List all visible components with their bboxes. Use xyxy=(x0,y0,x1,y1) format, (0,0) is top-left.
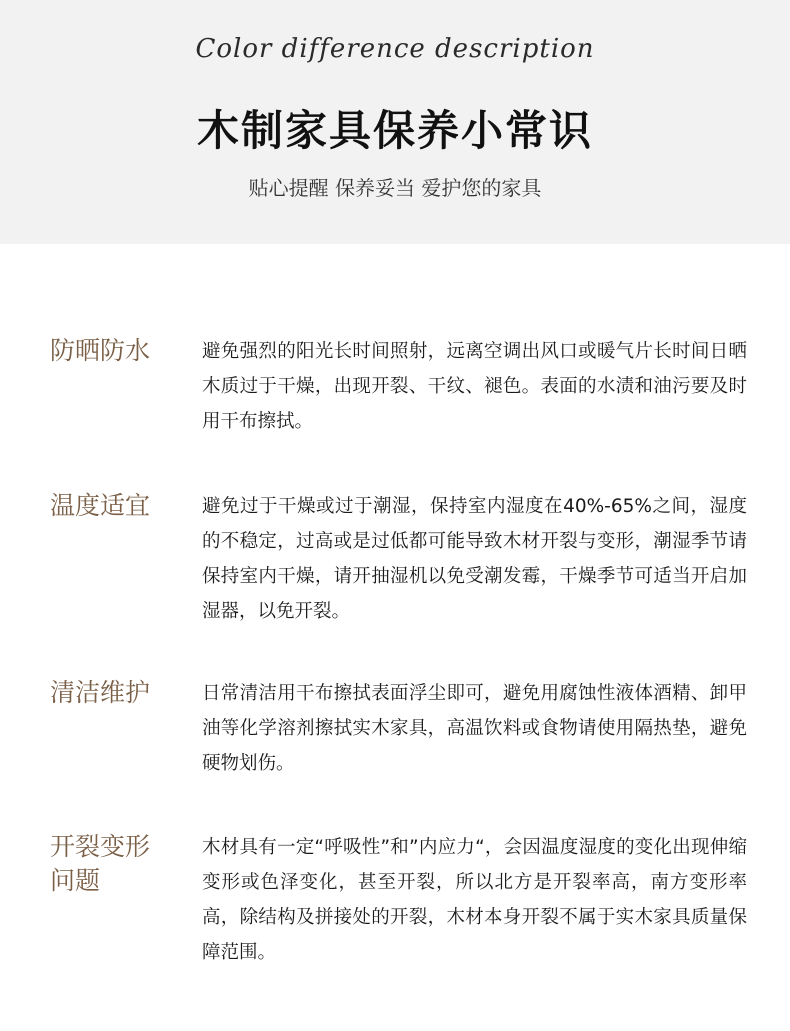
tip-body: 避免过于干燥或过于潮湿，保持室内湿度在40%-65%之间，湿度的不稳定，过高或是过低都可能导致木材开裂与变形，潮湿季节请保持室内干燥，请开抽湿机以免受潮发霉，干燥季节可适当开启加湿器，以免开裂。 xyxy=(202,496,747,622)
tip-body: 避免强烈的阳光长时间照射，远离空调出风口或暖气片长时间日晒木质过于干燥，出现开裂、干纹、褪色。表面的水渍和油污要及时用干布擦拭。 xyxy=(202,341,747,432)
tip-title: 防晒防水 xyxy=(50,336,151,365)
tip-title: 清洁维护 xyxy=(50,678,151,707)
tip-title: 开裂变形问题 xyxy=(50,832,151,895)
tip-body: 木材具有一定“呼吸性”和”内应力“，会因温度湿度的变化出现伸缩变形或色泽变化，甚至开裂，所以北方是开裂率高，南方变形率高，除结构及拼接处的开裂，木材本身开裂不属于实木家具质量保障范围。 xyxy=(202,837,747,963)
header-banner xyxy=(0,0,790,244)
tip-title: 温度适宜 xyxy=(50,491,151,520)
script-title: Color difference description xyxy=(195,34,595,64)
page-title: 木制家具保养小常识 xyxy=(196,106,593,155)
tip-body: 日常清洁用干布擦拭表面浮尘即可，避免用腐蚀性液体酒精、卸甲油等化学溶剂擦拭实木家具，高温饮料或食物请使用隔热垫，避免硬物划伤。 xyxy=(202,683,747,774)
page-subtitle: 贴心提醒 保养妥当 爱护您的家具 xyxy=(248,176,542,200)
